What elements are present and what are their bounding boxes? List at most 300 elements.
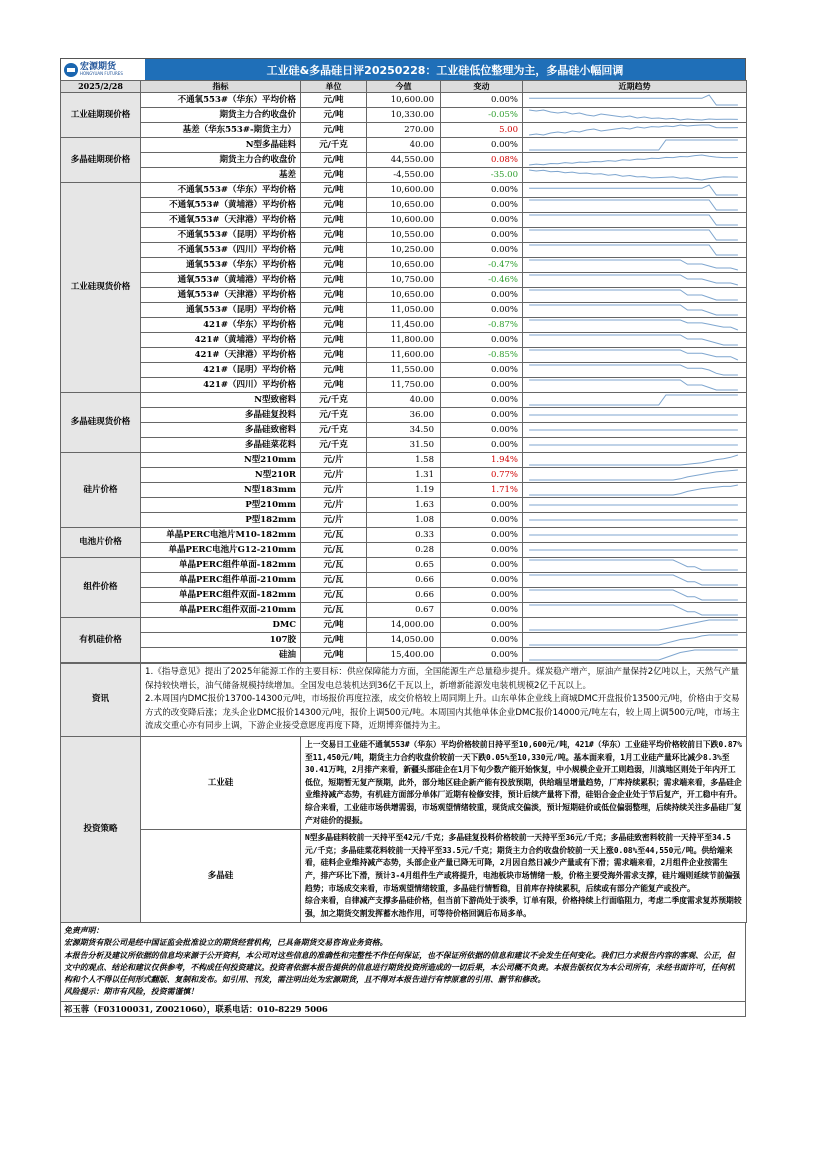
indicator-cell: N型210R xyxy=(141,468,301,483)
trend-line xyxy=(529,635,738,645)
indicator-cell: 多晶硅致密料 xyxy=(141,423,301,438)
value-cell: 10,250.00 xyxy=(367,243,441,258)
indicator-cell: 通氧553#（天津港）平均价格 xyxy=(141,288,301,303)
change-cell: 0.00% xyxy=(441,198,523,213)
table-row xyxy=(61,528,747,543)
indicator-cell: 期货主力合约收盘价 xyxy=(141,108,301,123)
change-cell: -0.05% xyxy=(441,108,523,123)
strategy-label: 投资策略 xyxy=(61,736,141,922)
value-cell: 36.00 xyxy=(367,408,441,423)
trend-sparkline xyxy=(523,528,747,543)
unit-cell: 元/瓦 xyxy=(301,588,367,603)
unit-cell: 元/片 xyxy=(301,468,367,483)
change-cell: 0.00% xyxy=(441,438,523,453)
trend-sparkline xyxy=(523,288,747,303)
value-cell: 11,550.00 xyxy=(367,363,441,378)
change-cell: 0.00% xyxy=(441,603,523,618)
value-cell: 0.65 xyxy=(367,558,441,573)
indicator-cell: 不通氧553#（天津港）平均价格 xyxy=(141,213,301,228)
trend-sparkline xyxy=(523,348,747,363)
indicator-cell: N型多晶硅料 xyxy=(141,138,301,153)
price-table xyxy=(60,80,747,663)
trend-line xyxy=(529,365,738,375)
value-cell: 15,400.00 xyxy=(367,648,441,663)
category-label: 组件价格 xyxy=(61,558,141,618)
unit-cell: 元/吨 xyxy=(301,123,367,138)
change-cell: 0.00% xyxy=(441,648,523,663)
trend-sparkline xyxy=(523,588,747,603)
indicator-cell: 不通氧553#（黄埔港）平均价格 xyxy=(141,198,301,213)
trend-sparkline xyxy=(523,648,747,663)
unit-cell: 元/片 xyxy=(301,498,367,513)
value-cell: 10,650.00 xyxy=(367,288,441,303)
trend-line xyxy=(529,125,738,135)
change-cell: 0.00% xyxy=(441,183,523,198)
strategy-si-label: 工业硅 xyxy=(141,736,301,829)
trend-line xyxy=(529,290,738,300)
header-trend: 近期趋势 xyxy=(523,81,747,93)
indicator-cell: 多晶硅菜花料 xyxy=(141,438,301,453)
table-row xyxy=(61,438,747,453)
unit-cell: 元/吨 xyxy=(301,108,367,123)
value-cell: -4,550.00 xyxy=(367,168,441,183)
value-cell: 11,750.00 xyxy=(367,378,441,393)
value-cell: 10,550.00 xyxy=(367,228,441,243)
trend-line xyxy=(529,650,738,660)
header-date: 2025/2/28 xyxy=(61,81,141,93)
report-title: 工业硅&多晶硅日评20250228：工业硅低位整理为主，多晶硅小幅回调 xyxy=(145,59,745,80)
disclaimer-title: 免责声明： xyxy=(64,926,104,936)
table-row xyxy=(61,228,747,243)
value-cell: 1.58 xyxy=(367,453,441,468)
strategy-poly-text xyxy=(301,830,747,923)
unit-cell: 元/片 xyxy=(301,453,367,468)
trend-line xyxy=(529,170,738,180)
value-cell: 11,050.00 xyxy=(367,303,441,318)
table-row xyxy=(61,273,747,288)
value-cell: 40.00 xyxy=(367,138,441,153)
change-cell: 1.94% xyxy=(441,453,523,468)
table-row xyxy=(61,648,747,663)
trend-line xyxy=(529,560,738,570)
change-cell: 0.08% xyxy=(441,153,523,168)
company-logo xyxy=(61,59,145,80)
table-row xyxy=(61,348,747,363)
table-row xyxy=(61,543,747,558)
change-cell: 0.00% xyxy=(441,528,523,543)
trend-sparkline xyxy=(523,498,747,513)
indicator-cell: 421#（昆明）平均价格 xyxy=(141,363,301,378)
indicator-cell: 不通氧553#（华东）平均价格 xyxy=(141,183,301,198)
news-paragraph-2: 2.本周国内DMC报价13700-14300元/吨，市场报价再度拉涨，成交价格较上周同期上升。山东单体企业线上商城DMC开盘报价13500元/吨，价格由于交易方式的改变降后涨；龙头企业DMC报价14300元/吨，报价上调500元/吨。本周国内其他单体企业DMC报价14000元/吨左右，较上周上调500元/吨，市场主流成交重心亦有同步上调，下游企业接受意愿度再度下降，近期博弈僵持为主。 xyxy=(145,694,740,732)
category-label: 有机硅价格 xyxy=(61,618,141,663)
news-row xyxy=(61,664,747,737)
trend-line xyxy=(529,620,738,630)
disclaimer-line-1: 宏源期货有限公司是经中国证监会批准设立的期货经营机构，已具备期货交易咨询业务资格。 xyxy=(64,938,388,948)
trend-sparkline xyxy=(523,393,747,408)
news-paragraph-1: 1.《指导意见》提出了2025年能源工作的主要目标：供应保障能力方面，全国能源生产总量稳步提升。煤炭稳产增产，原油产量保持2亿吨以上，天然气产量保持较快增长，油气储备规模持续增加。全国发电总装机达到36亿千瓦以上，新增新能源发电装机规模2亿千瓦以上。 xyxy=(145,667,740,691)
change-cell: 0.00% xyxy=(441,588,523,603)
change-cell: 0.00% xyxy=(441,288,523,303)
change-cell: -35.00 xyxy=(441,168,523,183)
change-cell: 0.00% xyxy=(441,513,523,528)
value-cell: 40.00 xyxy=(367,393,441,408)
change-cell: 0.00% xyxy=(441,543,523,558)
trend-sparkline xyxy=(523,603,747,618)
indicator-cell: DMC xyxy=(141,618,301,633)
value-cell: 14,000.00 xyxy=(367,618,441,633)
unit-cell: 元/吨 xyxy=(301,348,367,363)
table-row xyxy=(61,138,747,153)
value-cell: 10,600.00 xyxy=(367,213,441,228)
unit-cell: 元/千克 xyxy=(301,393,367,408)
table-row xyxy=(61,153,747,168)
unit-cell: 元/瓦 xyxy=(301,528,367,543)
value-cell: 10,650.00 xyxy=(367,258,441,273)
indicator-cell: 单晶PERC组件双面-182mm xyxy=(141,588,301,603)
strategy-poly-para-1: N型多晶硅料较前一天持平至42元/千克；多晶硅复投料价格较前一天持平至36元/千克；多晶硅致密料较前一天持平至34.5元/千克；多晶硅菜花料较前一天持平至33.5元/千克；期货主力合约收盘价较前一天上涨0.08%至44,550元/吨。供给端来看，硅料企业维持减产态势，头部企业产量已降无可降，2月因自然日减少产量或有下滑；需求端来看，2月组件企业按需生产，排产环比下滑，预计3-4月组件生产或将提升，电池板块市场情绪一般，价格主要受海外需求支撑，硅片端则延续节前偏强趋势；市场成交来看，市场观望情绪较重，多晶硅行情暂稳，目前库存持续累积，后续或有部分产能复产或投产。 xyxy=(305,833,741,893)
value-cell: 0.67 xyxy=(367,603,441,618)
change-cell: 0.00% xyxy=(441,633,523,648)
trend-sparkline xyxy=(523,423,747,438)
header-today: 今值 xyxy=(367,81,441,93)
value-cell: 14,050.00 xyxy=(367,633,441,648)
indicator-cell: 通氧553#（华东）平均价格 xyxy=(141,258,301,273)
unit-cell: 元/吨 xyxy=(301,198,367,213)
unit-cell: 元/瓦 xyxy=(301,573,367,588)
table-row xyxy=(61,93,747,108)
change-cell: 0.00% xyxy=(441,618,523,633)
trend-line xyxy=(529,350,738,360)
unit-cell: 元/瓦 xyxy=(301,603,367,618)
trend-line xyxy=(529,215,738,225)
unit-cell: 元/千克 xyxy=(301,138,367,153)
indicator-cell: 421#（天津港）平均价格 xyxy=(141,348,301,363)
table-row xyxy=(61,588,747,603)
value-cell: 0.66 xyxy=(367,588,441,603)
trend-sparkline xyxy=(523,93,747,108)
unit-cell: 元/吨 xyxy=(301,168,367,183)
disclaimer xyxy=(60,923,746,1001)
indicator-cell: 硅油 xyxy=(141,648,301,663)
table-row xyxy=(61,123,747,138)
unit-cell: 元/吨 xyxy=(301,243,367,258)
trend-sparkline xyxy=(523,453,747,468)
change-cell: 0.00% xyxy=(441,408,523,423)
value-cell: 11,600.00 xyxy=(367,348,441,363)
unit-cell: 元/吨 xyxy=(301,633,367,648)
trend-sparkline xyxy=(523,363,747,378)
trend-line xyxy=(529,485,738,495)
table-row xyxy=(61,513,747,528)
trend-sparkline xyxy=(523,243,747,258)
value-cell: 34.50 xyxy=(367,423,441,438)
indicator-cell: 基差 xyxy=(141,168,301,183)
indicator-cell: 421#（黄埔港）平均价格 xyxy=(141,333,301,348)
header-change: 变动 xyxy=(441,81,523,93)
trend-line xyxy=(529,260,738,270)
value-cell: 10,330.00 xyxy=(367,108,441,123)
indicator-cell: 多晶硅复投料 xyxy=(141,408,301,423)
unit-cell: 元/吨 xyxy=(301,213,367,228)
trend-sparkline xyxy=(523,168,747,183)
trend-sparkline xyxy=(523,153,747,168)
logo-cn: 宏源期货 xyxy=(80,62,117,72)
indicator-cell: 不通氧553#（华东）平均价格 xyxy=(141,93,301,108)
table-row xyxy=(61,183,747,198)
table-row xyxy=(61,303,747,318)
trend-sparkline xyxy=(523,198,747,213)
table-row xyxy=(61,108,747,123)
change-cell: 0.00% xyxy=(441,573,523,588)
trend-sparkline xyxy=(523,273,747,288)
table-row xyxy=(61,633,747,648)
trend-sparkline xyxy=(523,408,747,423)
table-row xyxy=(61,423,747,438)
change-cell: -0.85% xyxy=(441,348,523,363)
trend-sparkline xyxy=(523,183,747,198)
category-label: 多晶硅期现价格 xyxy=(61,138,141,183)
trend-line xyxy=(529,140,738,150)
trend-line xyxy=(529,470,738,480)
trend-line xyxy=(529,200,738,210)
change-cell: 0.00% xyxy=(441,363,523,378)
text-table xyxy=(60,663,747,923)
disclaimer-line-2: 本报告分析及建议所依据的信息均来源于公开资料，本公司对这些信息的准确性和完整性不作任何保证，也不保证所依据的信息和建议不会发生任何变化。我们已力求报告内容的客观、公正，但文中的观点、结论和建议仅供参考，不构成任何投资建议。投资者依据本报告提供的信息进行期货投资所造成的一切后果，本公司概不负责。本报告版权仅为本公司所有，未经书面许可，任何机构和个人不得以任何形式翻版、复制和发布。如引用、刊发，需注明出处为宏源期货，且不得对本报告进行有悖原意的引用、删节和修改。 xyxy=(64,950,735,985)
table-row xyxy=(61,213,747,228)
change-cell: 0.00% xyxy=(441,393,523,408)
trend-sparkline xyxy=(523,303,747,318)
trend-sparkline xyxy=(523,513,747,528)
category-label: 多晶硅现货价格 xyxy=(61,393,141,453)
category-label: 工业硅期现价格 xyxy=(61,93,141,138)
table-row xyxy=(61,483,747,498)
unit-cell: 元/吨 xyxy=(301,618,367,633)
trend-sparkline xyxy=(523,558,747,573)
trend-line xyxy=(529,95,738,105)
report-page xyxy=(60,58,746,1017)
indicator-cell: 不通氧553#（昆明）平均价格 xyxy=(141,228,301,243)
news-label: 资讯 xyxy=(61,664,141,737)
unit-cell: 元/瓦 xyxy=(301,558,367,573)
table-row xyxy=(61,243,747,258)
trend-sparkline xyxy=(523,228,747,243)
trend-sparkline xyxy=(523,333,747,348)
table-row xyxy=(61,453,747,468)
value-cell: 1.08 xyxy=(367,513,441,528)
unit-cell: 元/吨 xyxy=(301,228,367,243)
logo-mark-icon xyxy=(64,63,78,77)
value-cell: 1.31 xyxy=(367,468,441,483)
change-cell: 0.00% xyxy=(441,423,523,438)
unit-cell: 元/吨 xyxy=(301,153,367,168)
value-cell: 0.33 xyxy=(367,528,441,543)
change-cell: 0.00% xyxy=(441,213,523,228)
unit-cell: 元/片 xyxy=(301,513,367,528)
unit-cell: 元/千克 xyxy=(301,408,367,423)
trend-sparkline xyxy=(523,378,747,393)
value-cell: 10,600.00 xyxy=(367,93,441,108)
table-row xyxy=(61,558,747,573)
unit-cell: 元/吨 xyxy=(301,378,367,393)
indicator-cell: 不通氧553#（四川）平均价格 xyxy=(141,243,301,258)
change-cell: 0.00% xyxy=(441,243,523,258)
news-content xyxy=(141,664,747,737)
indicator-cell: 421#（四川）平均价格 xyxy=(141,378,301,393)
trend-sparkline xyxy=(523,468,747,483)
change-cell: 0.00% xyxy=(441,378,523,393)
table-row xyxy=(61,468,747,483)
trend-sparkline xyxy=(523,543,747,558)
unit-cell: 元/吨 xyxy=(301,273,367,288)
unit-cell: 元/吨 xyxy=(301,303,367,318)
trend-sparkline xyxy=(523,318,747,333)
change-cell: 0.00% xyxy=(441,93,523,108)
trend-line xyxy=(529,185,738,195)
indicator-cell: 单晶PERC组件双面-210mm xyxy=(141,603,301,618)
title-bar xyxy=(60,58,746,80)
indicator-cell: N型致密料 xyxy=(141,393,301,408)
trend-sparkline xyxy=(523,123,747,138)
trend-sparkline xyxy=(523,213,747,228)
table-row xyxy=(61,168,747,183)
value-cell: 10,650.00 xyxy=(367,198,441,213)
trend-line xyxy=(529,230,738,240)
category-label: 电池片价格 xyxy=(61,528,141,558)
value-cell: 1.63 xyxy=(367,498,441,513)
unit-cell: 元/吨 xyxy=(301,333,367,348)
table-header xyxy=(61,81,747,93)
indicator-cell: 421#（华东）平均价格 xyxy=(141,318,301,333)
header-unit: 单位 xyxy=(301,81,367,93)
strategy-row-poly xyxy=(61,830,747,923)
indicator-cell: 基差（华东553#-期货主力） xyxy=(141,123,301,138)
indicator-cell: 通氧553#（昆明）平均价格 xyxy=(141,303,301,318)
logo-en: HONGYUAN FUTURES xyxy=(80,71,123,76)
change-cell: 0.00% xyxy=(441,498,523,513)
table-row xyxy=(61,498,747,513)
indicator-cell: 107胶 xyxy=(141,633,301,648)
strategy-poly-label: 多晶硅 xyxy=(141,830,301,923)
indicator-cell: 单晶PERC电池片G12-210mm xyxy=(141,543,301,558)
trend-line xyxy=(529,590,738,600)
unit-cell: 元/吨 xyxy=(301,363,367,378)
indicator-cell: 期货主力合约收盘价 xyxy=(141,153,301,168)
value-cell: 10,750.00 xyxy=(367,273,441,288)
trend-line xyxy=(529,275,738,285)
unit-cell: 元/瓦 xyxy=(301,543,367,558)
value-cell: 0.28 xyxy=(367,543,441,558)
value-cell: 270.00 xyxy=(367,123,441,138)
trend-sparkline xyxy=(523,483,747,498)
value-cell: 11,800.00 xyxy=(367,333,441,348)
table-row xyxy=(61,603,747,618)
change-cell: -0.87% xyxy=(441,318,523,333)
value-cell: 31.50 xyxy=(367,438,441,453)
change-cell: 0.00% xyxy=(441,228,523,243)
table-row xyxy=(61,378,747,393)
table-row xyxy=(61,258,747,273)
table-row xyxy=(61,318,747,333)
trend-line xyxy=(529,335,738,345)
table-row xyxy=(61,333,747,348)
trend-sparkline xyxy=(523,633,747,648)
change-cell: 1.71% xyxy=(441,483,523,498)
change-cell: 0.00% xyxy=(441,558,523,573)
table-row xyxy=(61,363,747,378)
trend-line xyxy=(529,245,738,255)
change-cell: 5.00 xyxy=(441,123,523,138)
change-cell: -0.46% xyxy=(441,273,523,288)
trend-sparkline xyxy=(523,573,747,588)
trend-line xyxy=(529,395,738,405)
change-cell: 0.00% xyxy=(441,138,523,153)
unit-cell: 元/吨 xyxy=(301,648,367,663)
indicator-cell: 单晶PERC组件单面-210mm xyxy=(141,573,301,588)
trend-sparkline xyxy=(523,438,747,453)
trend-sparkline xyxy=(523,258,747,273)
indicator-cell: P型210mm xyxy=(141,498,301,513)
unit-cell: 元/吨 xyxy=(301,258,367,273)
indicator-cell: 通氧553#（黄埔港）平均价格 xyxy=(141,273,301,288)
change-cell: 0.77% xyxy=(441,468,523,483)
trend-line xyxy=(529,380,738,390)
unit-cell: 元/吨 xyxy=(301,318,367,333)
table-row xyxy=(61,408,747,423)
unit-cell: 元/片 xyxy=(301,483,367,498)
value-cell: 1.19 xyxy=(367,483,441,498)
indicator-cell: P型182mm xyxy=(141,513,301,528)
trend-line xyxy=(529,305,738,315)
change-cell: -0.47% xyxy=(441,258,523,273)
trend-line xyxy=(529,605,738,615)
indicator-cell: 单晶PERC电池片M10-182mm xyxy=(141,528,301,543)
header-indicator: 指标 xyxy=(141,81,301,93)
unit-cell: 元/吨 xyxy=(301,183,367,198)
category-label: 工业硅现货价格 xyxy=(61,183,141,393)
table-row xyxy=(61,288,747,303)
strategy-row-si xyxy=(61,736,747,829)
change-cell: 0.00% xyxy=(441,303,523,318)
change-cell: 0.00% xyxy=(441,333,523,348)
value-cell: 0.66 xyxy=(367,573,441,588)
strategy-poly-para-2: 综合来看，自律减产支撑多晶硅价格，但当前下游尚处于淡季，订单有限，价格持续上行面临阻力，考虑二季度需求复苏预期较强，加之期货交割发挥蓄水池作用，可等待价格回调后布局多单。 xyxy=(305,896,742,918)
value-cell: 44,550.00 xyxy=(367,153,441,168)
trend-line xyxy=(529,155,738,165)
value-cell: 11,450.00 xyxy=(367,318,441,333)
unit-cell: 元/千克 xyxy=(301,423,367,438)
unit-cell: 元/吨 xyxy=(301,288,367,303)
table-row xyxy=(61,618,747,633)
disclaimer-line-3: 风险提示：期市有风险，投资需谨慎！ xyxy=(64,987,199,997)
trend-line xyxy=(529,455,738,465)
table-row xyxy=(61,393,747,408)
trend-sparkline xyxy=(523,108,747,123)
trend-sparkline xyxy=(523,618,747,633)
indicator-cell: N型183mm xyxy=(141,483,301,498)
trend-line xyxy=(529,575,738,585)
indicator-cell: N型210mm xyxy=(141,453,301,468)
trend-line xyxy=(529,320,738,330)
unit-cell: 元/吨 xyxy=(301,93,367,108)
unit-cell: 元/千克 xyxy=(301,438,367,453)
footer-contact: 祁玉蓉（F03100031, Z0021060），联系电话：010-8229 5006 xyxy=(60,1002,746,1017)
strategy-si-text: 上一交易日工业硅不通氧553#（华东）平均价格较前日持平至10,600元/吨，421#（华东）工业硅平均价格较前日下跌0.87%至11,450元/吨，期货主力合约收盘价较前一天下跌0.05%至10,330元/吨。基本面来看，1月工业硅产量环比减少8.3%至30.41万吨，2月排产来看，新疆头部硅企在1月下旬少数产能开始恢复，中小规模企业开工则趋弱，川滇地区则处于年内开工低位，短期暂无复产预期，此外，部分地区硅企新产能有投放预期，供给端呈增量趋势，厂库持续累积；需求端来看，多晶硅企业维持减产态势，有机硅方面部分单体厂近期有检修安排，预计后续产量将下滑，硅铝合金企业处于节后复产，开工稳中有升。综合来看，工业硅市场供增需弱，市场观望情绪较重，现货成交偏淡，预计短期硅价或低位偏弱整理，后续持续关注多晶硅厂复产对硅价的提振。 xyxy=(301,736,747,829)
table-row xyxy=(61,573,747,588)
indicator-cell: 单晶PERC组件单面-182mm xyxy=(141,558,301,573)
trend-line xyxy=(529,110,738,120)
trend-sparkline xyxy=(523,138,747,153)
